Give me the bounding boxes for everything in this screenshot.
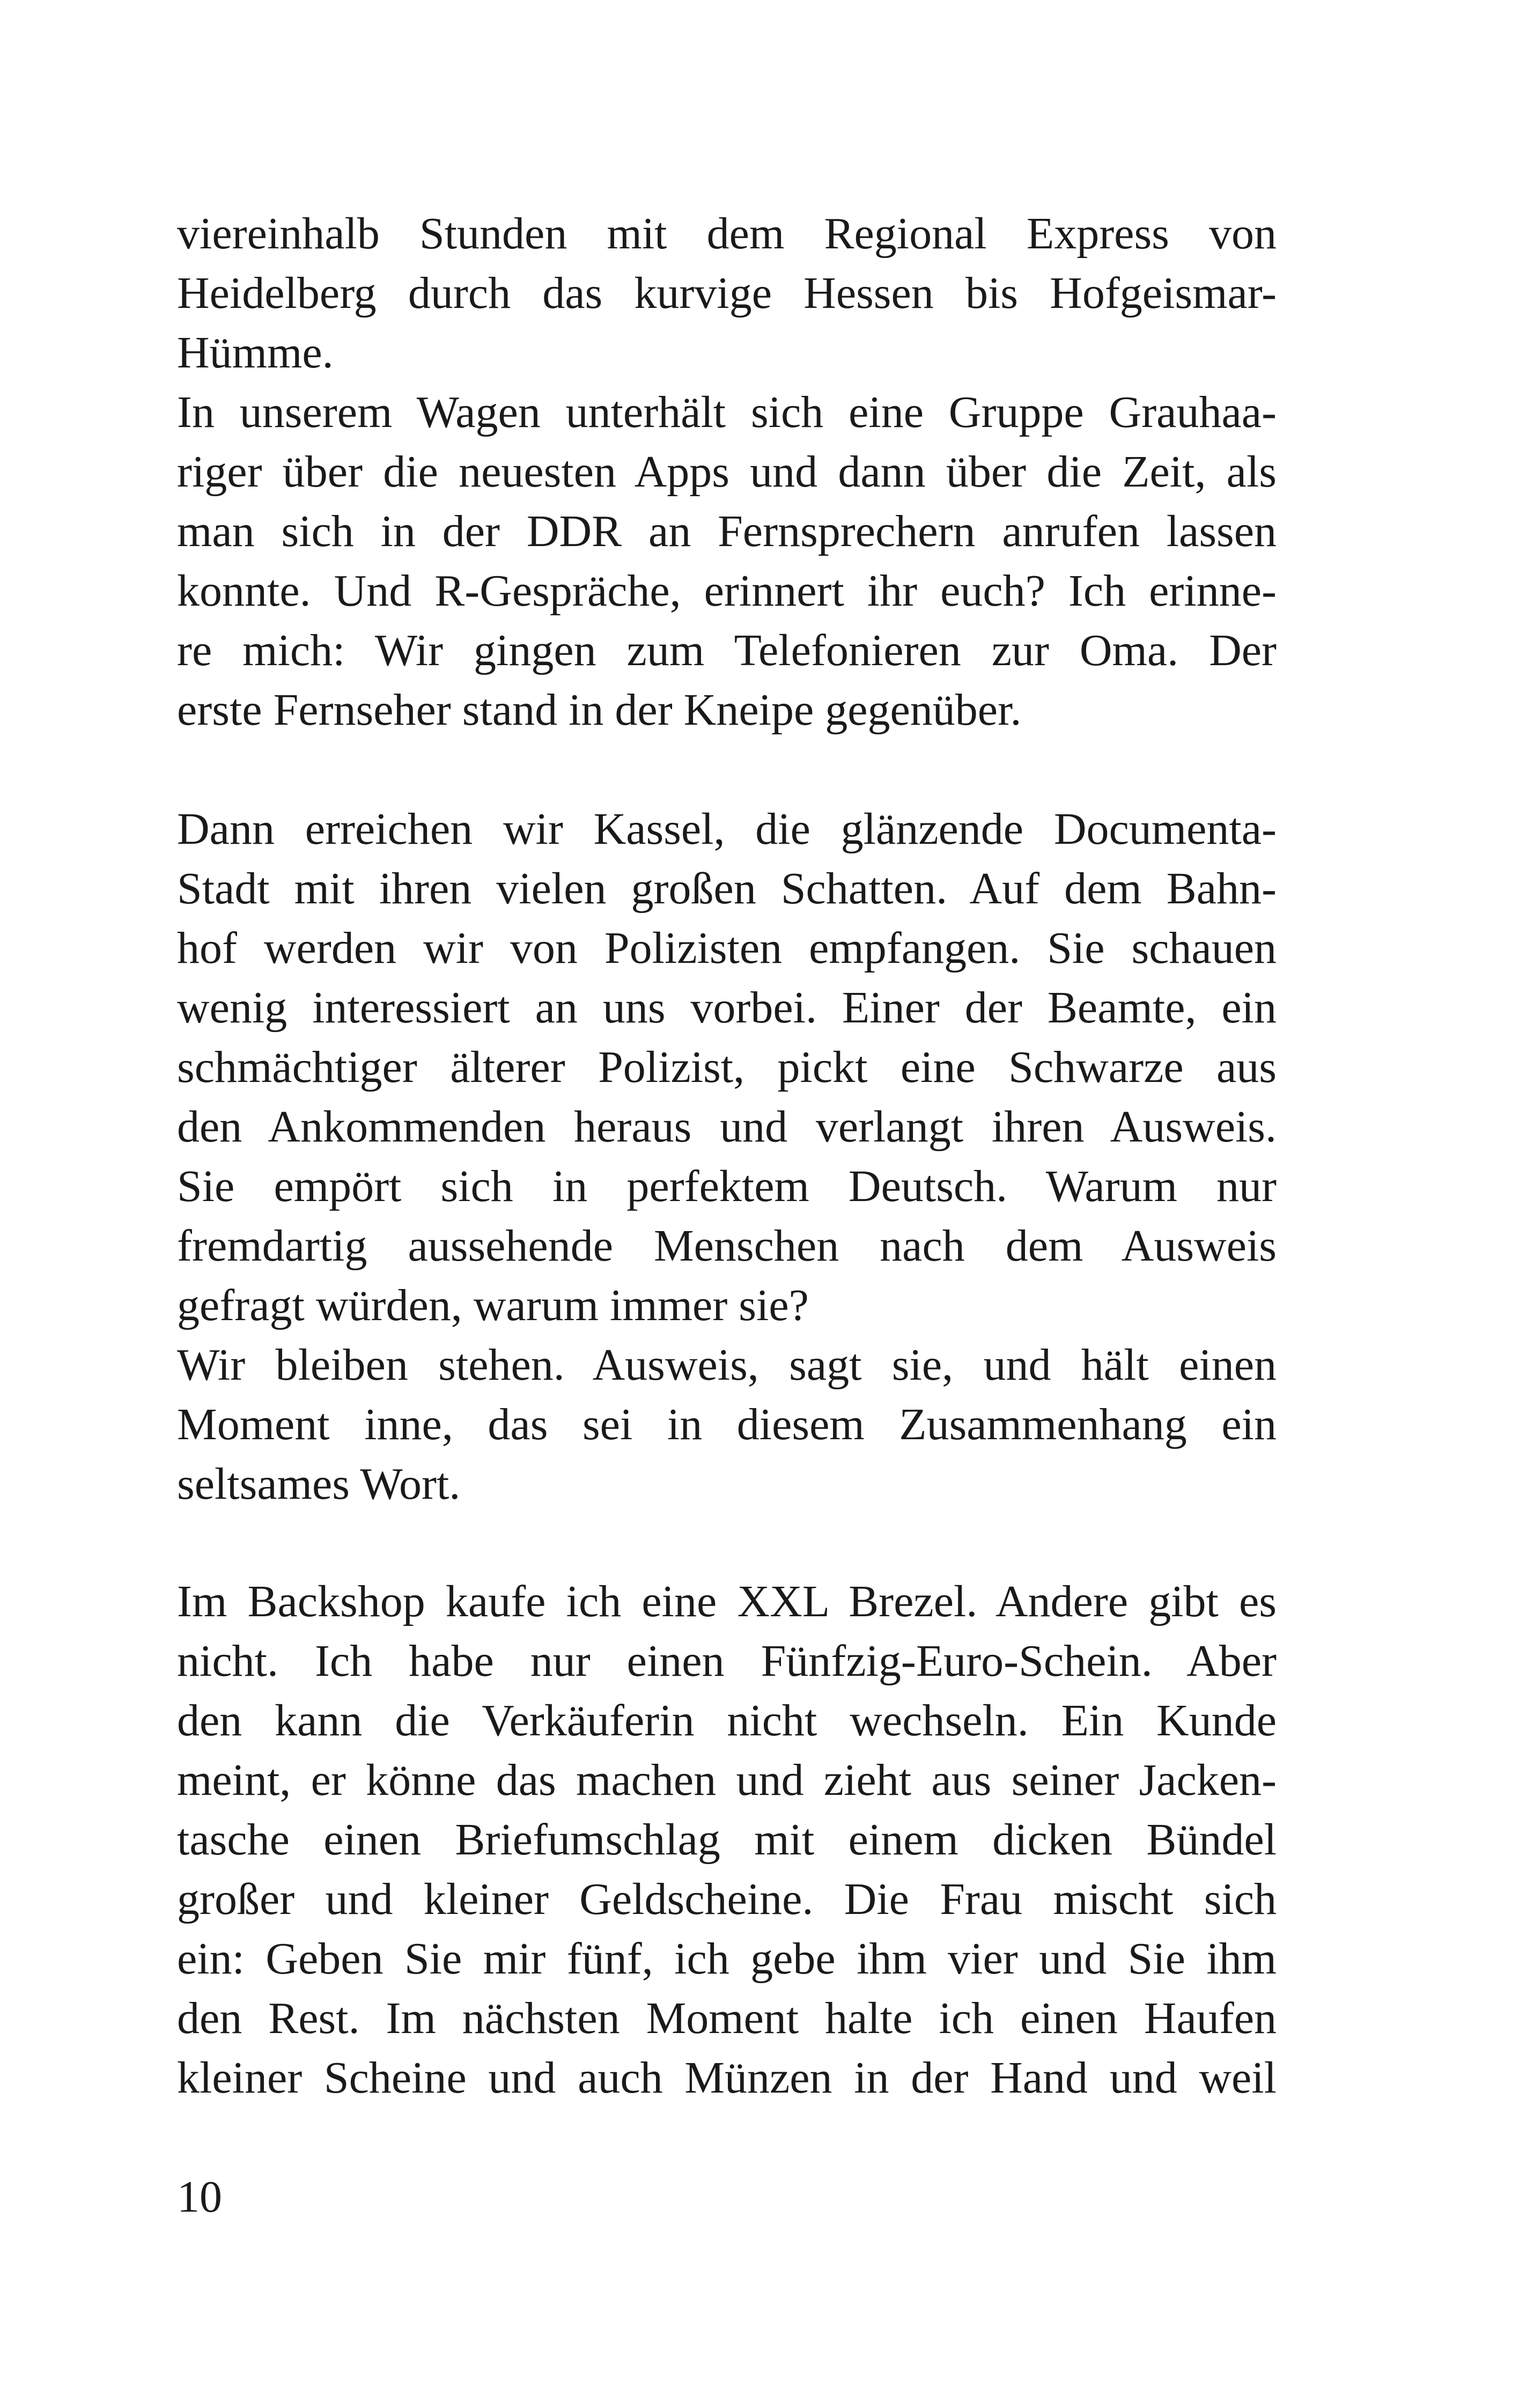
text-line: kleiner Scheine und auch Münzen in der Hand und weil: [177, 2053, 1277, 2103]
text-line: re mich: Wir gingen zum Telefonieren zur Oma. Der: [177, 625, 1277, 675]
text-line: seltsames Wort.: [177, 1459, 461, 1509]
page-number: 10: [177, 2172, 222, 2222]
text-line: Stadt mit ihren vielen großen Schatten. Auf dem Bahn-: [177, 864, 1277, 914]
text-line: meint, er könne das machen und zieht aus seiner Jacken-: [177, 1755, 1277, 1805]
text-line: Im Backshop kaufe ich eine XXL Brezel. Andere gibt es: [177, 1577, 1277, 1626]
text-line: Wir bleiben stehen. Ausweis, sagt sie, und hält einen: [177, 1340, 1277, 1390]
paragraph-3: [177, 1572, 1277, 2108]
text-line: nicht. Ich habe nur einen Fünfzig-Euro-Schein. Aber: [177, 1636, 1277, 1686]
text-line: den Rest. Im nächsten Moment halte ich einen Haufen: [177, 1993, 1277, 2043]
text-line: Sie empört sich in perfektem Deutsch. Warum nur: [177, 1161, 1277, 1211]
text-line: erste Fernseher stand in der Kneipe gegenüber.: [177, 685, 1022, 735]
text-line: viereinhalb Stunden mit dem Regional Express von: [177, 209, 1277, 259]
text-line: riger über die neuesten Apps und dann über die Zeit, als: [177, 447, 1277, 497]
paragraph-2: [177, 799, 1277, 1514]
text-line: Heidelberg durch das kurvige Hessen bis Hofgeismar-: [177, 268, 1277, 318]
text-line: großer und kleiner Geldscheine. Die Frau mischt sich: [177, 1874, 1277, 1924]
text-line: Moment inne, das sei in diesem Zusammenhang ein: [177, 1400, 1277, 1449]
text-line: den Ankommenden heraus und verlangt ihren Ausweis.: [177, 1102, 1277, 1152]
text-line: hof werden wir von Polizisten empfangen. Sie schauen: [177, 923, 1277, 973]
text-line: man sich in der DDR an Fernsprechern anrufen lassen: [177, 506, 1277, 556]
text-line: Hümme.: [177, 328, 334, 378]
paragraph-1: [177, 204, 1277, 740]
text-line: den kann die Verkäuferin nicht wechseln. Ein Kunde: [177, 1696, 1277, 1746]
text-line: In unserem Wagen unterhält sich eine Gruppe Grauhaa-: [177, 387, 1277, 437]
text-line: konnte. Und R-Gespräche, erinnert ihr euch? Ich erinne-: [177, 566, 1277, 616]
text-line: fremdartig aussehende Menschen nach dem Ausweis: [177, 1221, 1277, 1271]
text-line: gefragt würden, warum immer sie?: [177, 1280, 809, 1330]
text-line: ein: Geben Sie mir fünf, ich gebe ihm vier und Sie ihm: [177, 1934, 1277, 1984]
text-line: wenig interessiert an uns vorbei. Einer der Beamte, ein: [177, 983, 1277, 1033]
text-line: schmächtiger älterer Polizist, pickt eine Schwarze aus: [177, 1042, 1277, 1092]
text-line: Dann erreichen wir Kassel, die glänzende Documenta-: [177, 804, 1277, 854]
text-line: tasche einen Briefumschlag mit einem dicken Bündel: [177, 1815, 1277, 1865]
